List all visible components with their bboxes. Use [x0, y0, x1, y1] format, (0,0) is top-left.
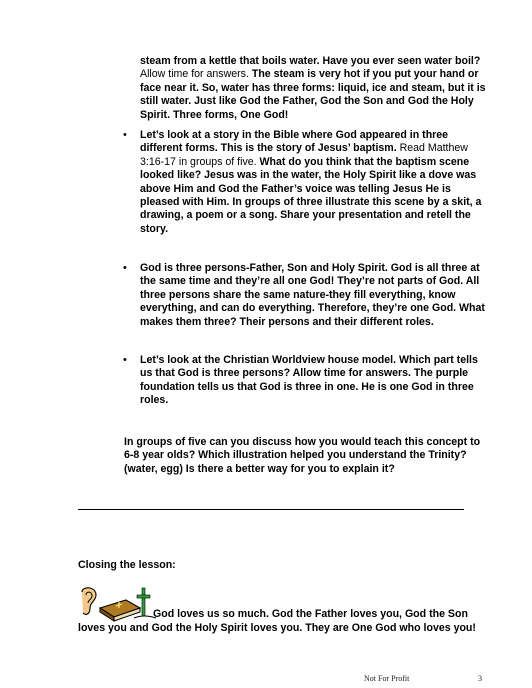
intro-text-1: steam from a kettle that boils water. Have you ever seen water boil?	[140, 55, 481, 67]
intro-paragraph	[140, 55, 492, 122]
bullet-text: Let’s look at a story in the Bible where God appeared in three different forms. This is the story of Jesus’ baptism.	[140, 129, 449, 155]
bullet-marker: •	[123, 262, 127, 274]
groups-discussion-paragraph	[124, 436, 486, 476]
ear-icon	[82, 588, 96, 615]
closing-heading: Closing the lesson:	[78, 559, 176, 571]
footer-label: Not For Profit	[364, 674, 410, 683]
bullet-text: What do you think that the baptism scene looked like? Jesus was in the water, the Holy Spirit like a dove was above Him and God the Father’s voice was telling Jesus He is pleased with Him. In groups of three illustrate this scene by a skit, a drawing, a poem or a song. Share your presentation and retell the story.	[140, 155, 482, 235]
bullet-paragraph-baptism	[140, 129, 492, 236]
intro-text-3: The steam is very hot if you put your hand or face near it. So, water has three forms: liquid, ice and steam, but it is still water. Just like God the Father, God the Son and God the Holy Spirit. Three forms, One God!	[140, 68, 486, 121]
horizontal-divider	[78, 509, 464, 510]
bullet-marker: •	[123, 129, 127, 141]
page-number: 3	[478, 674, 482, 683]
bullet-marker: •	[123, 354, 127, 366]
bullet-text-normal: Read Matthew 3:16-17 in groups of five.	[140, 142, 468, 168]
groups-text: In groups of five can you discuss how you would teach this concept to 6-8 year olds? Which illustration helped you understand the Trinity? (water, egg) Is there a better way for you to explain it?	[124, 436, 481, 475]
bullet-text: Let’s look at the Christian Worldview house model. Which part tells us that God is three persons? Allow time for answers. The purple foundation tells us that God is three in one. He is one God in three roles.	[140, 354, 478, 407]
bullet-text: God is three persons-Father, Son and Holy Spirit. God is all three at the same time and they’re all one God! They’re not parts of God. All three persons share the same nature-they fill everything, know everything, and can do everything. Therefore, they’re one God. What makes them three? Their persons and their different roles.	[140, 262, 485, 328]
closing-line-1: God loves us so much. God the Father loves you, God the Son	[153, 608, 468, 620]
closing-line-2: loves you and God the Holy Spirit loves you. They are One God who loves you!	[78, 622, 476, 634]
intro-text-2: Allow time for answers.	[140, 68, 249, 81]
clipart-icons	[78, 586, 160, 622]
bullet-paragraph-house-model	[140, 354, 492, 408]
bullet-paragraph-three-persons	[140, 262, 492, 329]
